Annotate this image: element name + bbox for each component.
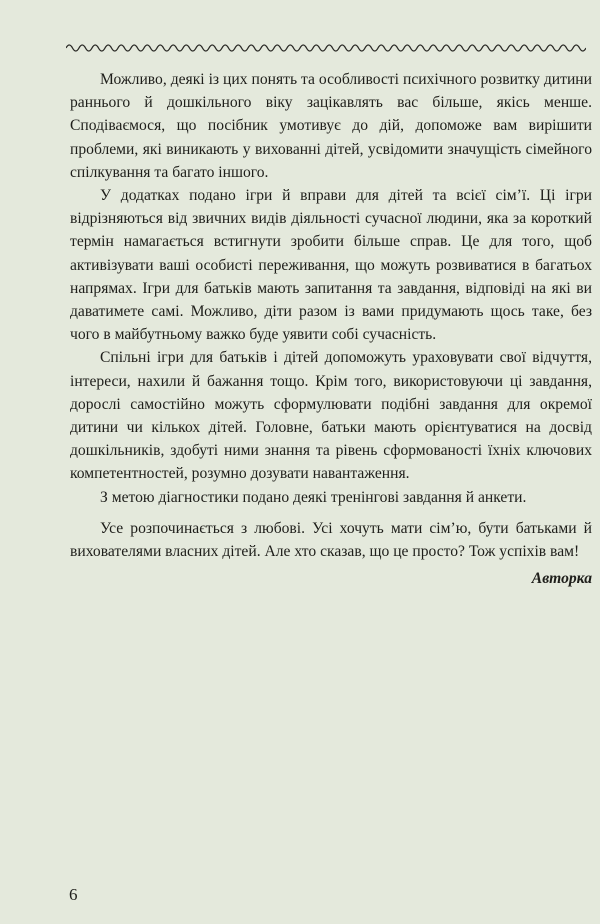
- paragraph-1: Можливо, деякі із цих понять та особливості психічного розвитку дитини раннього й дошкільного віку зацікавлять вас більше, якісь менше. Сподіваємося, що посібник умотивує до дій, допоможе вам вирішити проблеми, які виникають у вихованні дітей, усвідомити значущість сімейного спілкування та багато іншого.: [70, 71, 592, 181]
- paragraph-2: У додатках подано ігри й вправи для дітей та всієї сім’ї. Ці ігри відрізняються від звичних видів діяльності сучасної людини, яка за короткий термін намагається встигнути зробити більше справ. Це для того, щоб активізувати ваші особисті переживання, що можуть розвиватися в багатьох напрямах. Ігри для батьків мають запитання та завдання, відповіді на які ви даватимете самі. Можливо, діти разом із вами придумають щось таке, без чого в майбутньому важко буде уявити собі сучасність.: [70, 187, 592, 344]
- paragraph-5: Усе розпочинається з любові. Усі хочуть мати сім’ю, бути батьками й вихователями власних дітей. Але хто сказав, що це просто? Тож успіхів вам!: [70, 519, 592, 561]
- body-text: [70, 68, 592, 590]
- paragraph-3: Спільні ігри для батьків і дітей допоможуть ураховувати свої відчуття, інтереси, нахили й бажання тощо. Крім того, використовуючи ці завдання, дорослі самостійно можуть сформулювати подібні завдання для окремої дитини чи кількох дітей. Головне, батьки мають орієнтуватися на досвід дошкільників, здобуті ними знання та рівень сформованості їхніх ключових компетентностей, розумно дозувати навантаження.: [70, 349, 592, 483]
- decorative-wavy-rule: [66, 40, 586, 56]
- page-number: 6: [69, 885, 78, 904]
- author-signature: Авторка: [531, 570, 592, 588]
- paragraph-4: З метою діагностики подано деякі тренінгові завдання й анкети.: [100, 488, 527, 506]
